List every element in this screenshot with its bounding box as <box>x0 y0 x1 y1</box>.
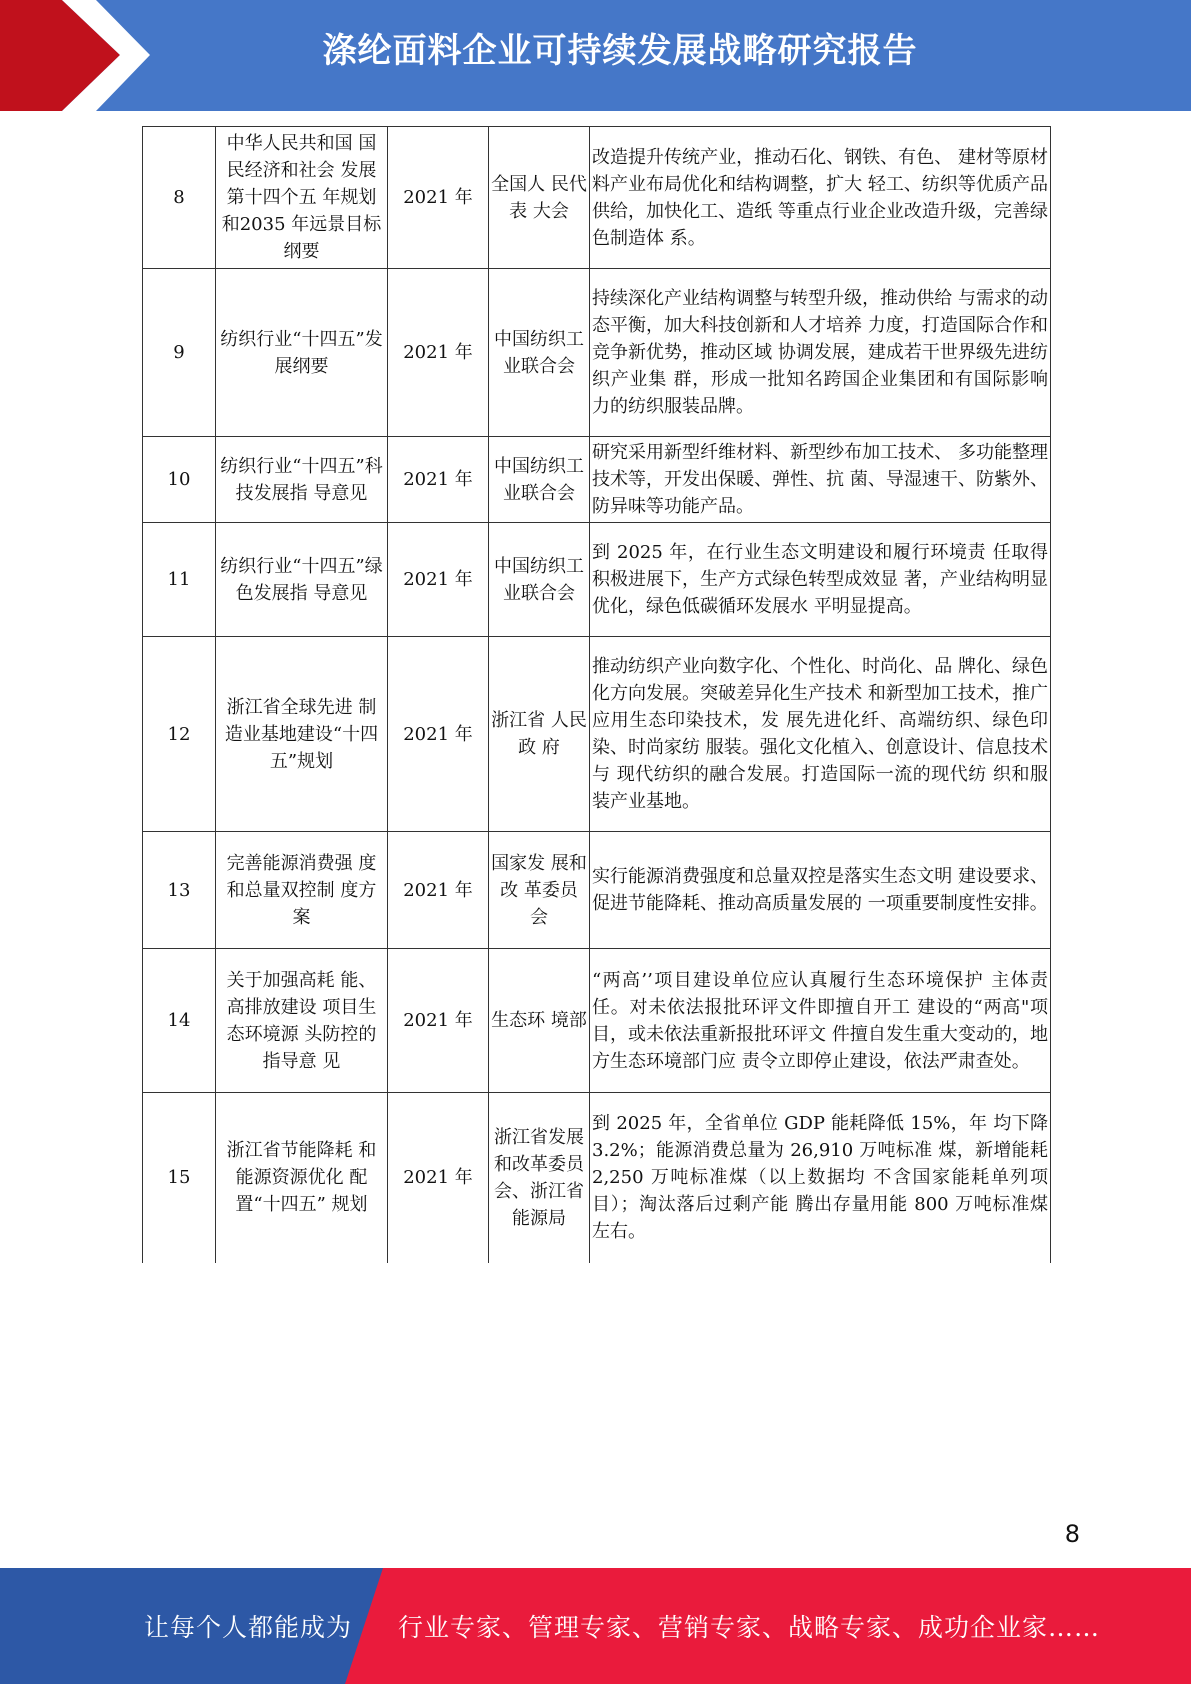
policy-issuer: 生态环 境部 <box>489 949 590 1093</box>
policy-issuer: 中国纺织工业联合会 <box>489 523 590 637</box>
footer-slogan-right: 行业专家、管理专家、营销专家、战略专家、成功企业家…… <box>398 1613 1101 1642</box>
policy-year: 2021 年 <box>388 127 489 269</box>
policy-issuer: 国家发 展和改 革委员 会 <box>489 832 590 949</box>
table-row <box>143 1093 1051 1263</box>
policy-content: 到 2025 年，在行业生态文明建设和履行环境责 任取得积极进展下，生产方式绿色转型成效显 著，产业结构明显优化，绿色低碳循环发展水 平明显提高。 <box>590 523 1051 637</box>
row-number: 14 <box>143 949 216 1093</box>
policy-year: 2021 年 <box>388 637 489 832</box>
row-number: 10 <box>143 437 216 523</box>
policy-issuer: 浙江省 人民政 府 <box>489 637 590 832</box>
table-row <box>143 127 1051 269</box>
policy-year: 2021 年 <box>388 949 489 1093</box>
policy-title: 纺织行业“十四五”科技发展指 导意见 <box>216 437 388 523</box>
policy-year: 2021 年 <box>388 437 489 523</box>
policy-issuer: 浙江省发展和改革委员会、浙江省能源局 <box>489 1093 590 1263</box>
policy-content: “两高’’项目建设单位应认真履行生态环境保护 主体责任。对未依法报批环评文件即擅自开工 建设的“两高"项目，或未依法重新报批环评文 件擅自发生重大变动的，地方生态环境部门应 责令立即停止建设，依法严肃查处。 <box>590 949 1051 1093</box>
table-row <box>143 832 1051 949</box>
policy-title: 中华人民共和国 国民经济和社会 发展第十四个五 年规划和2035 年远景目标纲要 <box>216 127 388 269</box>
footer-banner <box>0 1568 1191 1684</box>
policy-content: 持续深化产业结构调整与转型升级，推动供给 与需求的动态平衡，加大科技创新和人才培养 力度，打造国际合作和竞争新优势，推动区域 协调发展，建成若干世界级先进纺织产业集 群，形成一批知名跨国企业集团和有国际影响 力的纺织服装品牌。 <box>590 269 1051 437</box>
policy-title: 浙江省节能降耗 和能源资源优化 配置“十四五” 规划 <box>216 1093 388 1263</box>
policy-issuer: 中国纺织工业联合会 <box>489 269 590 437</box>
policy-content: 推动纺织产业向数字化、个性化、时尚化、品 牌化、绿色化方向发展。突破差异化生产技术 和新型加工技术，推广应用生态印染技术，发 展先进化纤、高端纺织、绿色印染、时尚家纺 服装。强化文化植入、创意设计、信息技术与 现代纺织的融合发展。打造国际一流的现代纺 织和服装产业基地。 <box>590 637 1051 832</box>
table-row <box>143 949 1051 1093</box>
row-number: 15 <box>143 1093 216 1263</box>
report-title: 涤纶面料企业可持续发展战略研究报告 <box>322 31 918 71</box>
policy-title: 完善能源消费强 度和总量双控制 度方案 <box>216 832 388 949</box>
page-number: 8 <box>1064 1520 1080 1548</box>
policy-year: 2021 年 <box>388 832 489 949</box>
table-row <box>143 269 1051 437</box>
policy-issuer: 中国纺织工业联合会 <box>489 437 590 523</box>
table-row <box>143 637 1051 832</box>
policy-content: 研究采用新型纤维材料、新型纱布加工技术、 多功能整理技术等，开发出保暖、弹性、抗 菌、导湿速干、防紫外、防异味等功能产品。 <box>590 437 1051 523</box>
policy-content: 改造提升传统产业，推动石化、钢铁、有色、 建材等原材料产业布局优化和结构调整，扩大 轻工、纺织等优质产品供给，加快化工、造纸 等重点行业企业改造升级，完善绿色制造体 系。 <box>590 127 1051 269</box>
policy-table <box>142 126 1051 1263</box>
row-number: 12 <box>143 637 216 832</box>
policy-title: 关于加强高耗 能、高排放建设 项目生态环境源 头防控的指导意 见 <box>216 949 388 1093</box>
table-row <box>143 437 1051 523</box>
row-number: 11 <box>143 523 216 637</box>
row-number: 8 <box>143 127 216 269</box>
policy-title: 浙江省全球先进 制造业基地建设“十四五”规划 <box>216 637 388 832</box>
policy-year: 2021 年 <box>388 269 489 437</box>
policy-content: 到 2025 年，全省单位 GDP 能耗降低 15%，年 均下降 3.2%；能源消费总量为 26,910 万吨标准 煤，新增能耗 2,250 万吨标准煤（以上数据均 不含国家能耗单列项目）；淘汰落后过剩产能 腾出存量用能 800 万吨标准煤左右。 <box>590 1093 1051 1263</box>
policy-issuer: 全国人 民代表 大会 <box>489 127 590 269</box>
header-banner <box>0 0 1191 111</box>
row-number: 9 <box>143 269 216 437</box>
table-row <box>143 523 1051 637</box>
policy-content: 实行能源消费强度和总量双控是落实生态文明 建设要求、促进节能降耗、推动高质量发展的 一项重要制度性安排。 <box>590 832 1051 949</box>
policy-title: 纺织行业“十四五”发展纲要 <box>216 269 388 437</box>
row-number: 13 <box>143 832 216 949</box>
policy-year: 2021 年 <box>388 1093 489 1263</box>
policy-title: 纺织行业“十四五”绿色发展指 导意见 <box>216 523 388 637</box>
footer-slogan-left: 让每个人都能成为 <box>144 1613 353 1642</box>
policy-year: 2021 年 <box>388 523 489 637</box>
